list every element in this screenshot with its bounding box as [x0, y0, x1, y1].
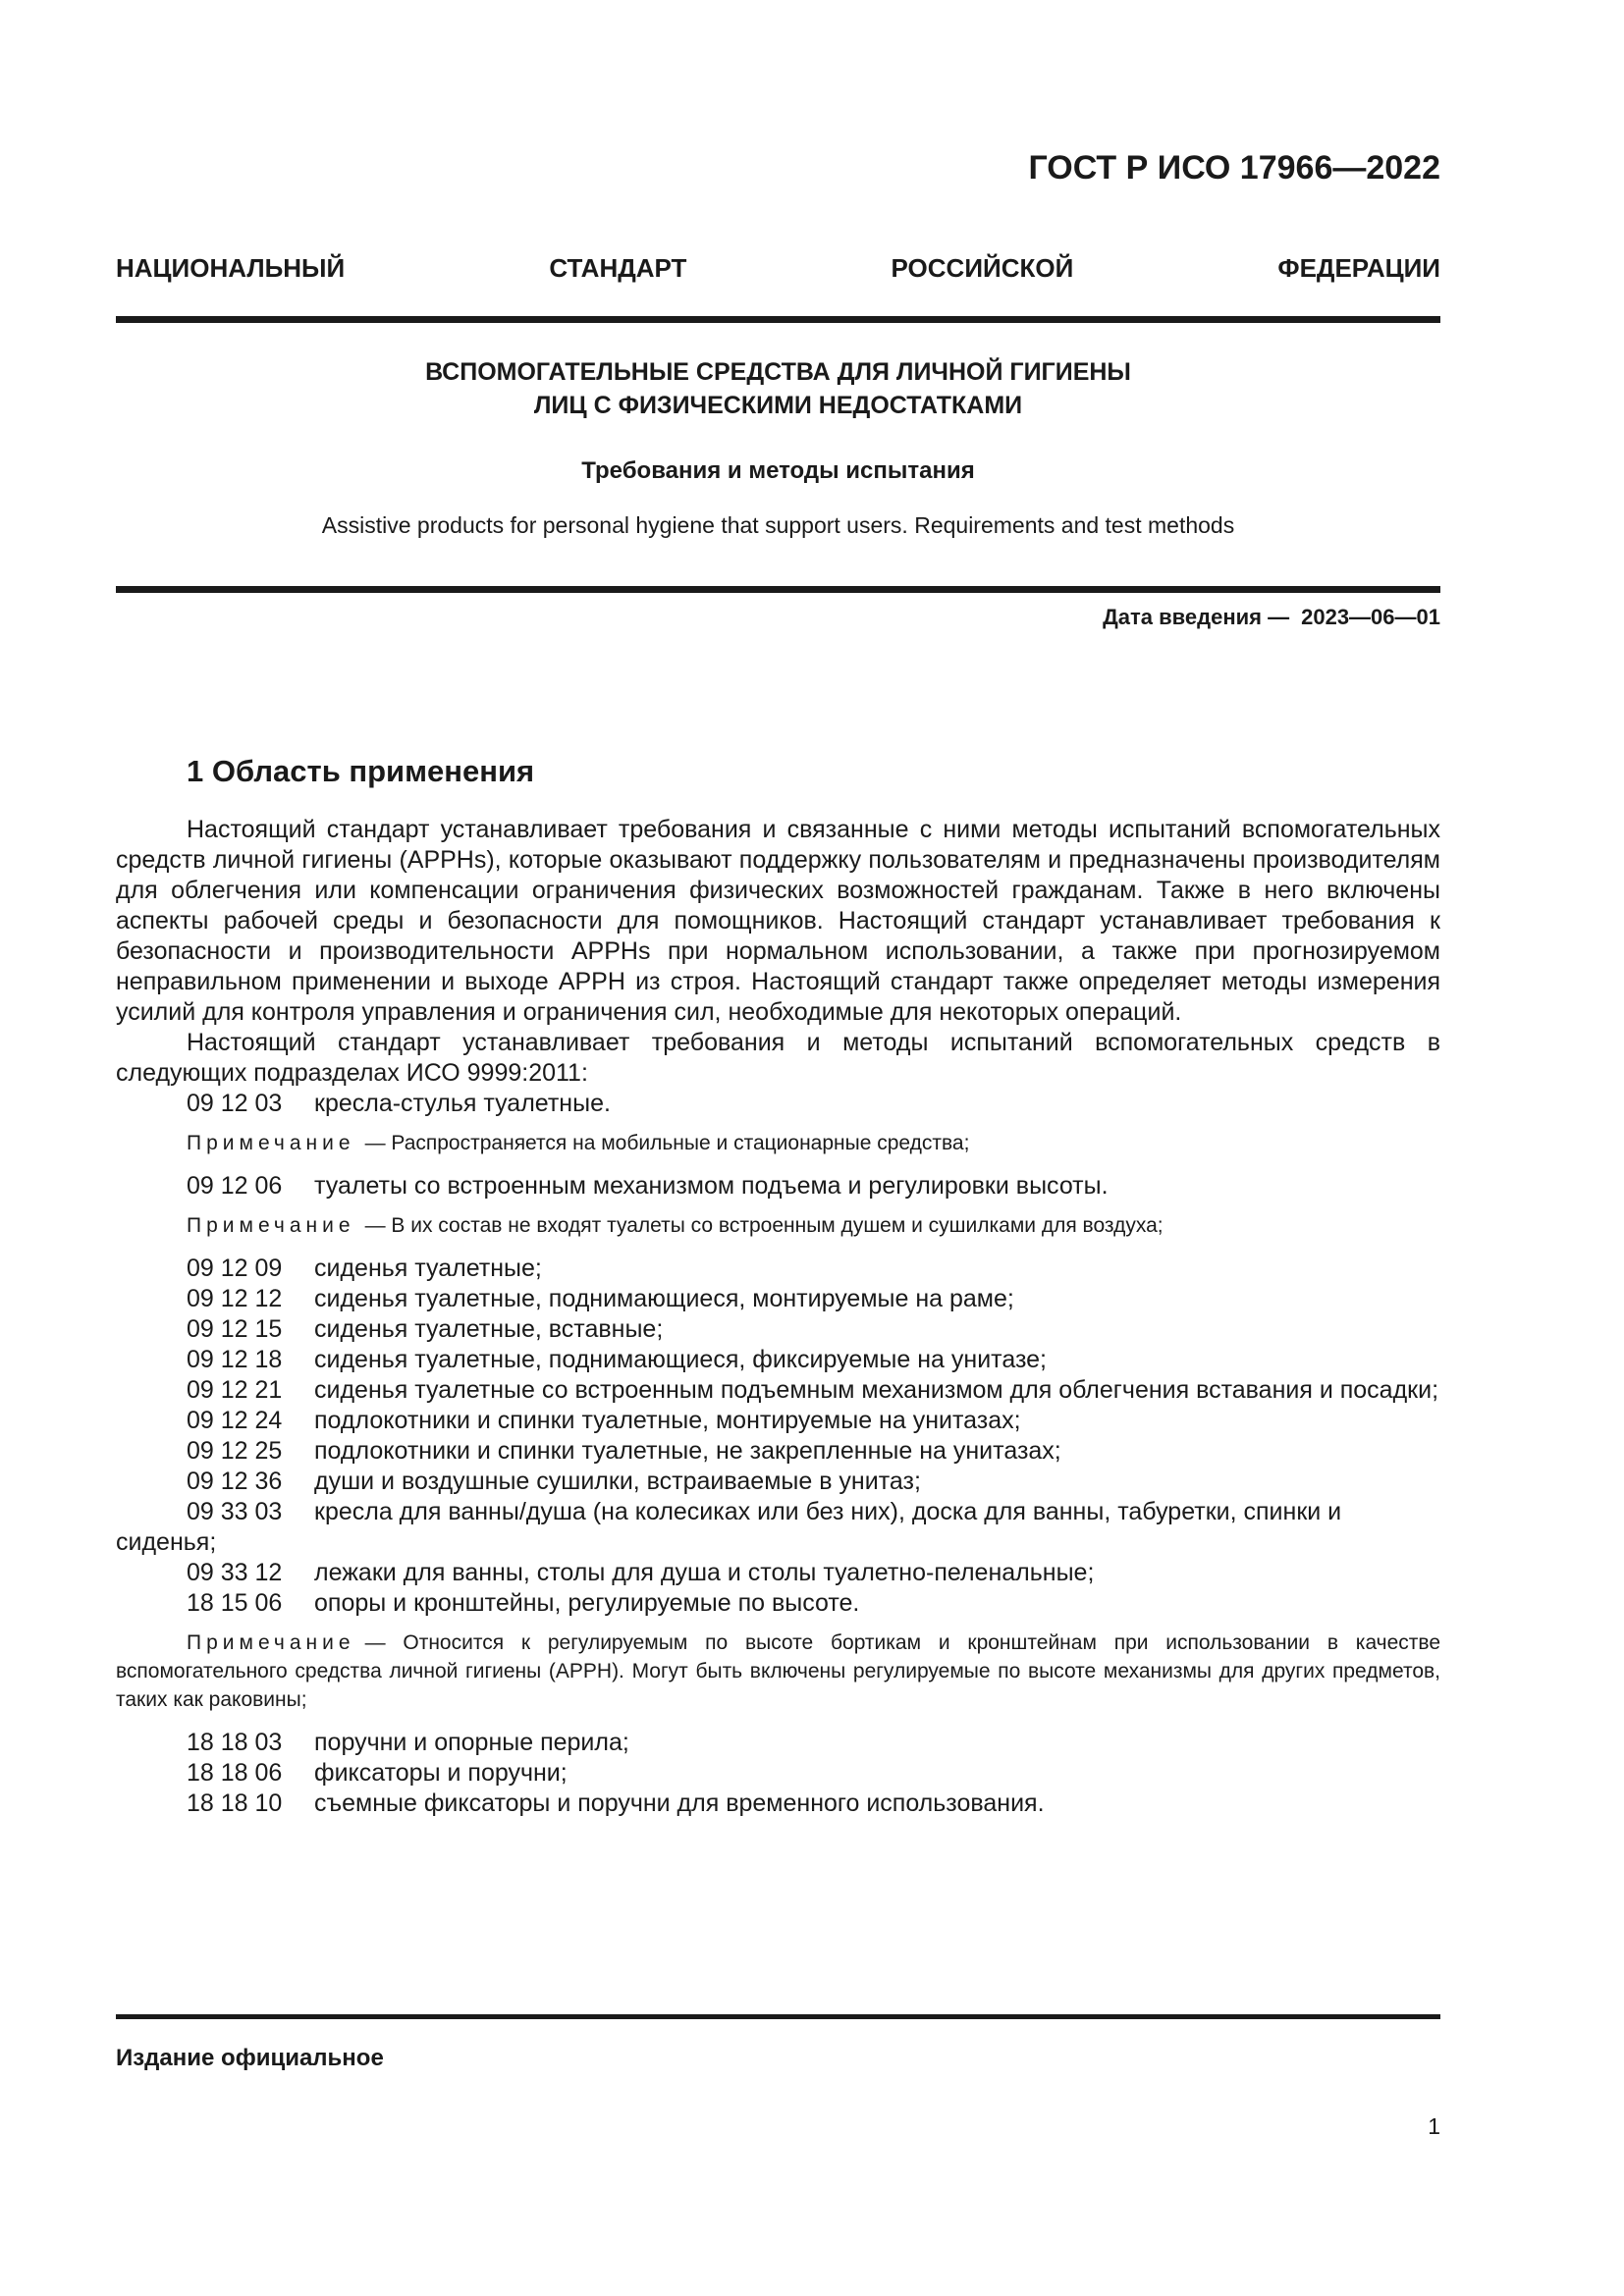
list-item	[116, 1345, 1440, 1375]
list-item	[116, 1758, 1440, 1789]
paragraph: Настоящий стандарт устанавливает требования и методы испытаний вспомогательных средств в следующих подразделах ИСО 9999:2011:	[116, 1029, 1440, 1087]
introduction-date	[1103, 605, 1440, 630]
list-item	[116, 1588, 1440, 1619]
section-heading: 1 Область применения	[187, 754, 535, 788]
edition-label: Издание официальное	[116, 2045, 384, 2071]
item-code: 09 12 18	[187, 1346, 283, 1373]
banner-word: НАЦИОНАЛЬНЫЙ	[116, 253, 346, 283]
note-text: — Относится к регулируемым по высоте бортикам и кронштейнам при использовании в качестве вспомогательного средства личной гигиены (APPH). Могут быть включены регулируемые по высоте механизмы для других предметов, таких как раковины;	[116, 1631, 1440, 1711]
item-text: сиденья туалетные, поднимающиеся, монтируемые на раме;	[314, 1285, 1014, 1312]
list-item	[116, 1497, 1440, 1558]
intro-date-label: Дата введения —	[1103, 605, 1290, 629]
item-text: туалеты со встроенным механизмом подъема и регулировки высоты.	[314, 1172, 1109, 1200]
item-text: опоры и кронштейны, регулируемые по высоте.	[314, 1589, 860, 1617]
item-text: поручни и опорные перила;	[314, 1729, 629, 1756]
note-label: Примечание	[187, 1631, 355, 1654]
banner-word: СТАНДАРТ	[549, 253, 687, 283]
item-text: сиденья туалетные, поднимающиеся, фиксируемые на унитазе;	[314, 1346, 1047, 1373]
title-divider	[116, 586, 1440, 593]
list-item	[116, 1728, 1440, 1758]
item-text: фиксаторы и поручни;	[314, 1759, 568, 1787]
item-text: души и воздушные сушилки, встраиваемые в унитаз;	[314, 1468, 921, 1495]
list-item	[116, 1089, 1440, 1119]
note-text: — Распространяется на мобильные и стационарные средства;	[364, 1132, 970, 1154]
standard-banner	[116, 253, 1440, 284]
section-body	[116, 815, 1440, 1819]
document-number: ГОСТ Р ИСО 17966—2022	[1028, 149, 1440, 187]
item-text: съемные фиксаторы и поручни для временного использования.	[314, 1789, 1045, 1817]
item-code: 09 12 06	[187, 1172, 283, 1200]
top-divider	[116, 316, 1440, 323]
item-code: 09 12 03	[187, 1090, 283, 1117]
title-block	[116, 355, 1440, 538]
note-label: Примечание	[187, 1132, 355, 1154]
subtitle: Требования и методы испытания	[581, 457, 975, 484]
item-code: 18 18 10	[187, 1789, 283, 1817]
list-item	[116, 1789, 1440, 1819]
english-title: Assistive products for personal hygiene that support users. Requirements and test methods	[321, 512, 1235, 538]
note	[116, 1129, 1440, 1157]
page-number: 1	[1428, 2113, 1440, 2139]
item-text: сиденья туалетные;	[314, 1255, 542, 1282]
banner-word: ФЕДЕРАЦИИ	[1277, 253, 1440, 283]
item-text: кресла для ванны/душа (на колесиках или без них), доска для ванны, табуретки, спинки и сиденья;	[116, 1498, 1342, 1556]
item-code: 18 18 06	[187, 1759, 283, 1787]
item-code: 09 12 21	[187, 1376, 283, 1404]
list-item	[116, 1406, 1440, 1436]
list-item	[116, 1254, 1440, 1284]
list-item	[116, 1375, 1440, 1406]
item-code: 09 33 03	[187, 1498, 283, 1525]
note	[116, 1629, 1440, 1714]
item-text: сиденья туалетные со встроенным подъемным механизмом для облегчения вставания и посадки;	[314, 1376, 1439, 1404]
note	[116, 1211, 1440, 1240]
list-item	[116, 1171, 1440, 1201]
item-text: кресла-стулья туалетные.	[314, 1090, 611, 1117]
title-line-1: ВСПОМОГАТЕЛЬНЫЕ СРЕДСТВА ДЛЯ ЛИЧНОЙ ГИГИЕНЫ	[425, 358, 1131, 386]
classification-list	[116, 1254, 1440, 1619]
item-code: 09 12 25	[187, 1437, 283, 1465]
item-code: 09 12 24	[187, 1407, 283, 1434]
classification-list	[116, 1089, 1440, 1119]
item-code: 09 33 12	[187, 1559, 283, 1586]
note-label: Примечание	[187, 1214, 355, 1237]
note-text: — В их состав не входят туалеты со встроенным душем и сушилками для воздуха;	[364, 1214, 1164, 1237]
item-text: сиденья туалетные, вставные;	[314, 1315, 664, 1343]
paragraph: Настоящий стандарт устанавливает требования и связанные с ними методы испытаний вспомогательных средств личной гигиены (APPHs), которые оказывают поддержку пользователям и предназначены производителям для облегчения или компенсации ограничения физических возможностей гражданам. Также в него включены аспекты рабочей среды и безопасности для помощников. Настоящий стандарт устанавливает требования к безопасности и производительности APPHs при нормальном использовании, а также при прогнозируемом неправильном применении и выходе APPH из строя. Настоящий стандарт также определяет методы измерения усилий для контроля управления и ограничения сил, необходимые для некоторых операций.	[116, 816, 1440, 1026]
title-line-2: ЛИЦ С ФИЗИЧЕСКИМИ НЕДОСТАТКАМИ	[533, 392, 1023, 419]
item-code: 09 12 15	[187, 1315, 283, 1343]
banner-word: РОССИЙСКОЙ	[891, 253, 1074, 283]
intro-date-value: 2023—06—01	[1301, 605, 1440, 629]
list-item	[116, 1558, 1440, 1588]
item-code: 18 18 03	[187, 1729, 283, 1756]
item-code: 09 12 09	[187, 1255, 283, 1282]
classification-list	[116, 1728, 1440, 1819]
item-code: 09 12 12	[187, 1285, 283, 1312]
item-text: лежаки для ванны, столы для душа и столы туалетно-пеленальные;	[314, 1559, 1095, 1586]
item-code: 09 12 36	[187, 1468, 283, 1495]
item-text: подлокотники и спинки туалетные, монтируемые на унитазах;	[314, 1407, 1021, 1434]
list-item	[116, 1467, 1440, 1497]
item-text: подлокотники и спинки туалетные, не закрепленные на унитазах;	[314, 1437, 1061, 1465]
classification-list	[116, 1171, 1440, 1201]
list-item	[116, 1436, 1440, 1467]
list-item	[116, 1284, 1440, 1314]
list-item	[116, 1314, 1440, 1345]
item-code: 18 15 06	[187, 1589, 283, 1617]
bottom-divider	[116, 2014, 1440, 2019]
